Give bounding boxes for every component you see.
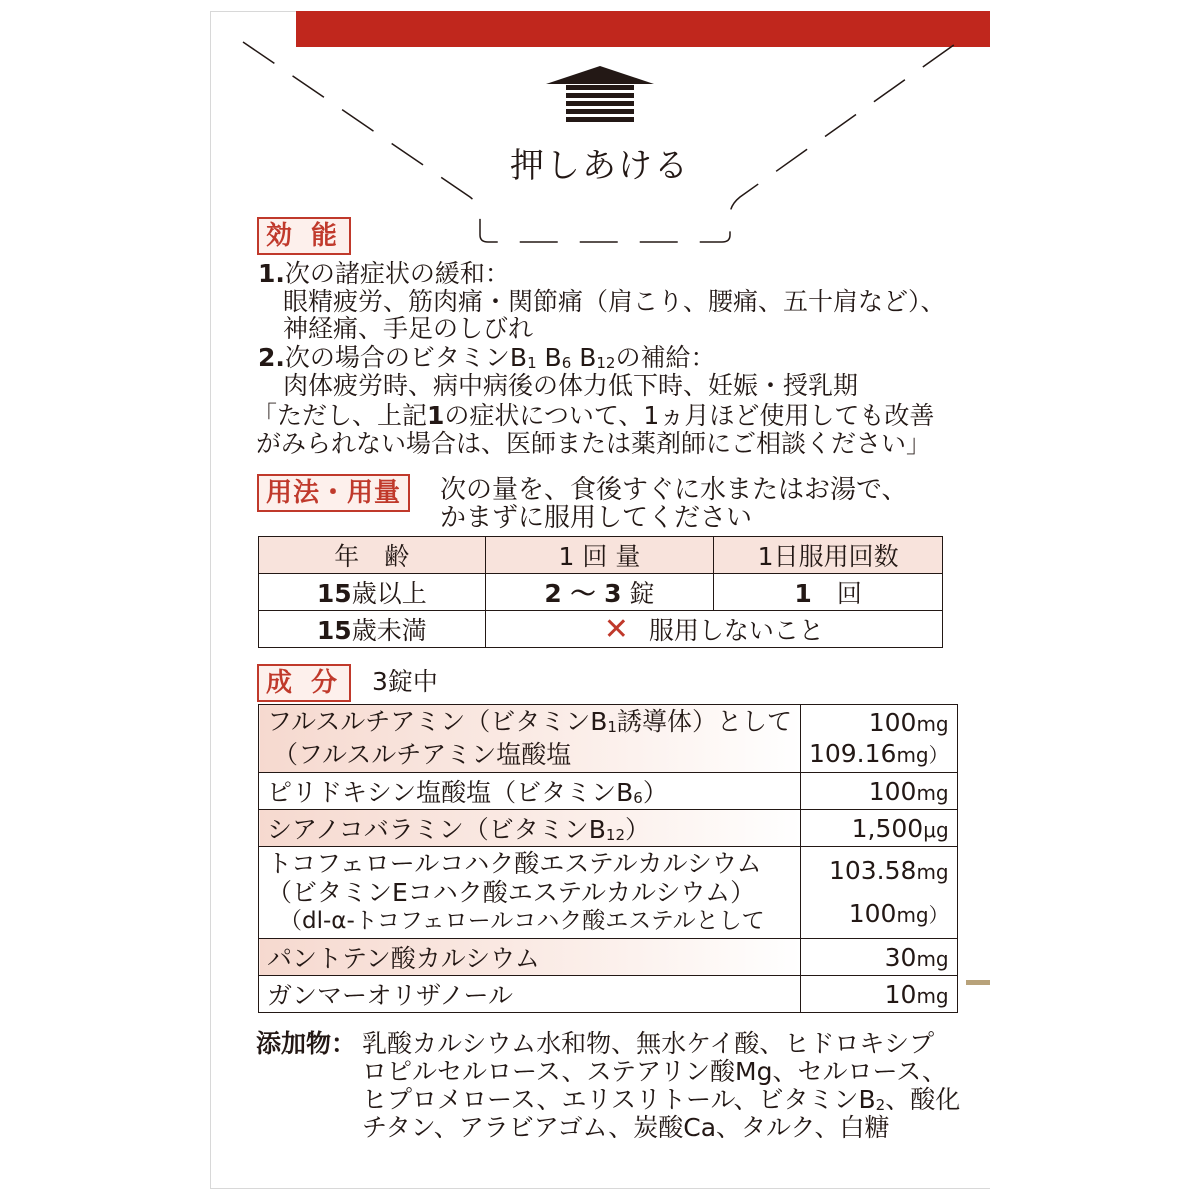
ingredient-row (259, 705, 958, 773)
row1-times-unit: 回 (836, 579, 862, 608)
header-times: 1日服用回数 (714, 537, 943, 574)
ing1-amt1-unit: mg (916, 711, 949, 736)
ing3-name: シアノコバラミン（ビタミンB (267, 815, 606, 844)
efficacy-item1-line1: 眼精疲労、筋肉痛・関節痛（肩こり、腰痛、五十肩など）、 (283, 287, 946, 316)
ing4-amt2 (809, 893, 949, 936)
note-pre: 「ただし、上記 (252, 401, 428, 430)
row2-age (259, 611, 486, 648)
additives-line3-sub: 2 (875, 1096, 886, 1114)
ingredients-table (258, 704, 958, 1013)
note-num: 1 (427, 401, 445, 430)
header-dose: 1 回 量 (485, 537, 714, 574)
efficacy-tag: 効 能 (257, 217, 351, 255)
ing3-unit: μg (923, 817, 949, 842)
ingredient-amount (800, 705, 957, 773)
additives-line4: チタン、アラビアゴム、炭酸Ca、タルク、白糖 (362, 1113, 890, 1142)
item2-sub12: 12 (596, 354, 616, 372)
efficacy-note-line2: がみられない場合は、医師または薬剤師にご相談ください」 (256, 429, 932, 458)
row1-times (714, 574, 943, 611)
note-post: の症状について、1ヵ月ほど使用しても改善 (444, 401, 935, 430)
row2-age-num: 15 (316, 616, 352, 645)
row1-age-num: 15 (316, 579, 352, 608)
ingredient-name (259, 705, 801, 773)
dosage-header-row (259, 537, 943, 574)
additives-line1: 乳酸カルシウム水和物、無水ケイ酸、ヒドロキシプ (362, 1029, 935, 1058)
ing6-unit: mg (916, 983, 949, 1008)
ingredient-amount (800, 939, 957, 976)
ing1-amt1-val: 100 (868, 707, 917, 737)
additives-line3-post: 、酸化 (885, 1085, 961, 1114)
ing4-name1: トコフェロールコハク酸エステルカルシウム (267, 849, 762, 878)
row2-text: 服用しないこと (648, 616, 824, 645)
ingredient-name (259, 847, 801, 939)
additives-label: 添加物： (256, 1029, 357, 1058)
item2-b12: B (571, 343, 597, 372)
ing1-amt2-val: 109.16 (808, 738, 897, 768)
frame-line-bottom (210, 1188, 990, 1189)
ing2-sub: 6 (633, 789, 643, 807)
row1-age (259, 574, 486, 611)
ing4-amt2-val: 100 (848, 898, 897, 928)
ingredient-amount (800, 847, 957, 939)
ing1-sub: 1 (607, 718, 617, 736)
ing3-sub: 12 (605, 826, 625, 844)
ingredients-tag: 成 分 (257, 664, 351, 702)
cross-mark-icon: ✕ (603, 612, 629, 647)
item2-sub1: 1 (527, 354, 537, 372)
ingredient-row (259, 773, 958, 810)
ing2-unit: mg (916, 780, 949, 805)
row1-age-txt: 歳以上 (351, 579, 427, 608)
row1-dose (485, 574, 714, 611)
ing4-amt1-val: 103.58 (828, 855, 917, 885)
ingredient-name (259, 810, 801, 847)
ingredient-amount (800, 976, 957, 1013)
ing4-name3: （dl-α-トコフェロールコハク酸エステルとして (279, 908, 765, 934)
additives-line3-pre: ヒプロメロース、エリスリトール、ビタミンB (362, 1085, 876, 1114)
header-age: 年 齢 (259, 537, 486, 574)
row1-times-num: 1 (794, 579, 812, 608)
ing4-name2: （ビタミンEコハク酸エステルカルシウム） (267, 878, 756, 907)
push-arrow-icon (546, 66, 654, 122)
row1-dose-unit: 錠 (629, 579, 655, 608)
ing1-name1: フルスルチアミン（ビタミンB (267, 707, 608, 736)
ing4-amt1-unit: mg (916, 859, 949, 884)
ing1-line1 (267, 707, 792, 740)
item1-number: 1. (258, 259, 285, 288)
ing1-name1-post: 誘導体）として (616, 707, 792, 736)
ing5-unit: mg (916, 946, 949, 971)
dosage-row-adult (259, 574, 943, 611)
ing1-amt2 (809, 739, 949, 770)
item2-post: の補給： (615, 343, 716, 372)
dosage-row-child (259, 611, 943, 648)
ing1-amt1 (809, 708, 949, 739)
item2-number: 2. (258, 343, 285, 372)
ing1-amt2-unit: mg） (896, 742, 949, 767)
ingredient-row (259, 976, 958, 1013)
row2-prohibition (485, 611, 942, 648)
row2-age-txt: 歳未満 (351, 616, 427, 645)
ing4-amt2-unit: mg） (896, 902, 949, 927)
gold-mark (966, 980, 990, 985)
ingredient-name: ガンマーオリザノール (259, 976, 801, 1013)
additives-line2: ロピルセルロース、ステアリン酸Mg、セルロース、 (362, 1057, 947, 1086)
ing3-amt: 1,500 (851, 813, 924, 843)
ingredient-row (259, 810, 958, 847)
ingredient-name: パントテン酸カルシウム (259, 939, 801, 976)
dosage-instruction-line1: 次の量を、食後すぐに水またはお湯で、 (440, 475, 908, 505)
ing3-post: ） (625, 815, 651, 844)
ing5-amt: 30 (884, 942, 917, 972)
ingredient-amount (800, 773, 957, 810)
ing2-post: ） (642, 778, 668, 807)
ingredient-name (259, 773, 801, 810)
efficacy-item1-line2: 神経痛、手足のしびれ (283, 314, 534, 343)
row1-dose-num: 2 ～ 3 (544, 579, 622, 608)
dosage-tag: 用法・用量 (257, 474, 410, 512)
ingredient-amount (800, 810, 957, 847)
item1-title: 次の諸症状の緩和： (284, 259, 510, 288)
ing1-name2: （フルスルチアミン塩酸塩 (273, 740, 572, 769)
item2-pre: 次の場合のビタミンB (284, 343, 528, 372)
efficacy-item2-line: 肉体疲労時、病中病後の体力低下時、妊娠・授乳期 (283, 371, 859, 400)
item2-b6: B (536, 343, 562, 372)
ingredients-per: 3錠中 (372, 667, 438, 696)
ingredient-row (259, 847, 958, 939)
ing2-amt: 100 (868, 776, 917, 806)
ing4-amt1 (809, 850, 949, 893)
dosage-instruction-line2: かまずに服用してください (440, 503, 753, 533)
dosage-table (258, 536, 943, 648)
push-open-label[interactable]: 押しあける (510, 146, 690, 186)
ingredient-row (259, 939, 958, 976)
ing6-amt: 10 (884, 979, 917, 1009)
push-open-flap[interactable] (0, 0, 1200, 260)
ing2-name: ピリドキシン塩酸塩（ビタミンB (267, 778, 634, 807)
item2-sub6: 6 (561, 354, 572, 372)
